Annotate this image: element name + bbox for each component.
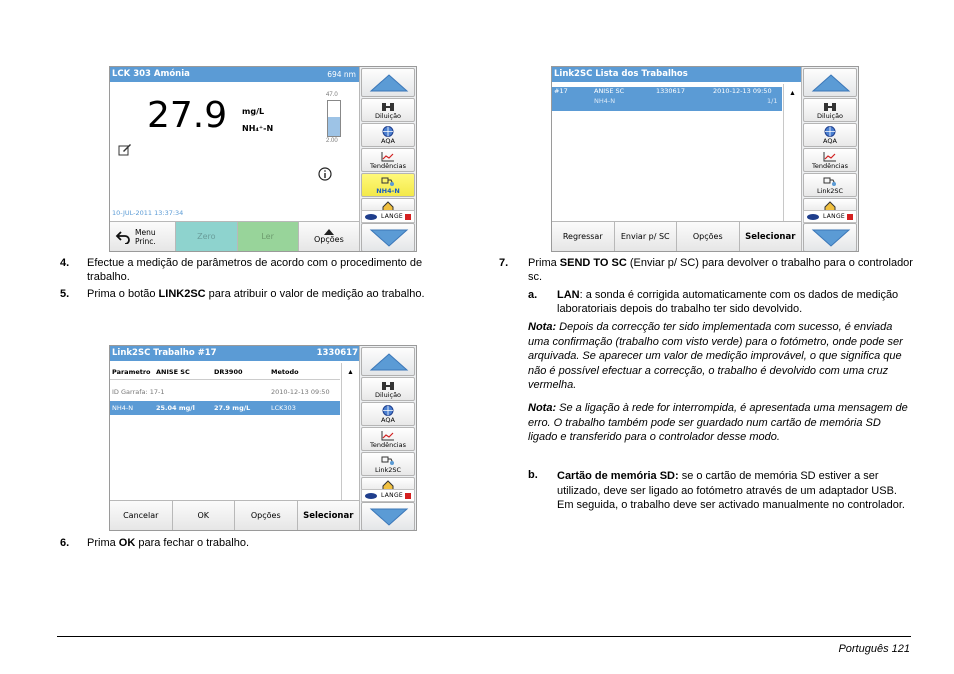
- cancel-button[interactable]: Cancelar: [110, 501, 173, 530]
- options-button[interactable]: Opções: [677, 222, 740, 251]
- main-menu-button[interactable]: [110, 222, 176, 251]
- job-date: 2010-12-13 09:50: [713, 87, 772, 95]
- lange-text: LANGE: [381, 492, 404, 499]
- gauge-fill: [328, 117, 340, 136]
- substep-a-c: : a sonda é corrigida automaticamente com os dados de medição laboratoriais depois do trabalho ter sido devolvido.: [557, 289, 899, 315]
- note-1: [528, 320, 913, 393]
- down-arrow-icon: [811, 227, 851, 249]
- trends-label: Tendências: [812, 162, 848, 170]
- back-button[interactable]: Regressar: [552, 222, 615, 251]
- side-panel: [359, 346, 416, 530]
- aqa-button[interactable]: [361, 123, 415, 147]
- menu-label-2: Princ.: [135, 236, 156, 246]
- job-count: 1/1: [767, 97, 778, 105]
- col-anise: ANISE SC: [156, 368, 190, 376]
- dilution-icon: [823, 101, 837, 112]
- aqa-label: AQA: [381, 137, 395, 145]
- table-row[interactable]: [110, 385, 340, 399]
- row-anise: 25.04 mg/l: [156, 404, 195, 412]
- bottle-id: ID Garrafa: 17-1: [112, 388, 165, 396]
- step-4-number: 4.: [60, 257, 70, 269]
- substep-b-c: se o cartão de memória SD estiver a ser utilizado, deve ser ligado ao fotómetro através de um adaptador USB.: [557, 470, 897, 497]
- link2sc-label: Link2SC: [374, 466, 402, 474]
- job-param: NH4-N: [594, 97, 616, 105]
- trends-button[interactable]: [361, 148, 415, 172]
- lange-text: LANGE: [823, 213, 846, 220]
- scroll-down-button[interactable]: [361, 223, 415, 252]
- row-param: NH4-N: [112, 404, 134, 412]
- aqa-button[interactable]: [803, 123, 857, 147]
- job-id: 1330617: [656, 87, 685, 95]
- step-6-number: 6.: [60, 537, 70, 549]
- link2sc-button[interactable]: [803, 173, 857, 197]
- aqa-globe-icon: [381, 126, 395, 137]
- trend-chart-icon: [381, 151, 395, 162]
- substep-b-text: [557, 469, 912, 513]
- down-arrow-icon: [369, 506, 409, 528]
- dilution-icon: [381, 380, 395, 391]
- table-row-selected[interactable]: [110, 401, 340, 415]
- aqa-globe-icon: [823, 126, 837, 137]
- col-parametro: Parametro: [112, 368, 151, 376]
- info-icon[interactable]: [318, 167, 332, 186]
- screen-title: [110, 346, 360, 361]
- bottom-toolbar: [552, 221, 802, 251]
- select-button[interactable]: Selecionar: [740, 222, 803, 251]
- side-panel: [359, 67, 416, 251]
- step-7-c: (Enviar p/ SC) para devolver o trabalho para o controlador sc.: [528, 257, 913, 283]
- footer-rule: [57, 636, 911, 637]
- job-sensor: ANISE SC: [594, 87, 625, 95]
- step-5-text: [87, 288, 457, 302]
- step-6-a: Prima: [87, 537, 119, 549]
- job-id: 1330617: [316, 348, 358, 358]
- row-method: LCK303: [271, 404, 296, 412]
- page-number: Português 121: [838, 643, 910, 655]
- scroll-up-button[interactable]: [361, 347, 415, 376]
- screen-job: [109, 345, 417, 531]
- trends-label: Tendências: [370, 441, 406, 449]
- aqa-label: AQA: [823, 137, 837, 145]
- col-metodo: Metodo: [271, 368, 299, 376]
- step-5-c: para atribuir o valor de medição ao trabalho.: [205, 288, 425, 300]
- reading-unit: mg/L: [242, 107, 265, 116]
- row-dr3900: 27.9 mg/L: [214, 404, 251, 412]
- bottom-toolbar: [110, 221, 360, 251]
- note-1-label: Nota:: [528, 321, 557, 333]
- substep-b-b: Cartão de memória SD:: [557, 470, 679, 482]
- col-dr3900: DR3900: [214, 368, 243, 376]
- screen-measurement: [109, 66, 417, 252]
- note-2-label: Nota:: [528, 402, 557, 414]
- dilution-button[interactable]: [361, 98, 415, 122]
- scroll-up-caret[interactable]: ▲: [789, 90, 796, 97]
- screen-job-list: [551, 66, 859, 252]
- gauge: [327, 100, 341, 137]
- step-7-text: [528, 257, 913, 284]
- step-6-text: [87, 537, 467, 551]
- trend-chart-icon: [823, 151, 837, 162]
- substep-a-b: LAN: [557, 289, 580, 301]
- scroll-up-caret[interactable]: ▲: [347, 369, 354, 376]
- options-button[interactable]: [299, 222, 360, 251]
- step-7-number: 7.: [499, 257, 509, 269]
- ok-button[interactable]: OK: [173, 501, 236, 530]
- nh4n-button[interactable]: [361, 173, 415, 197]
- screen-title: [110, 67, 360, 82]
- scroll-down-button[interactable]: [361, 502, 415, 531]
- datetime: 10-JUL-2011 13:37:34: [112, 209, 184, 217]
- zero-button[interactable]: Zero: [176, 222, 237, 251]
- hach-lange-logo: [803, 210, 857, 223]
- dilution-label: Diluição: [374, 112, 402, 120]
- options-button[interactable]: Opções: [235, 501, 298, 530]
- step-6-c: para fechar o trabalho.: [135, 537, 250, 549]
- trends-button[interactable]: [361, 427, 415, 451]
- substep-b-letter: b.: [528, 469, 538, 481]
- note-1-text: Depois da correcção ter sido implementada com sucesso, é enviada uma confirmação (trabalho com visto verde) para o fotómetro, onde pode ser arquivada. Se aparecer um valor de medição improvável, o que significa que não é possível efectuar a correcção, o trabalho é devolvido com uma cruz vermelha.: [528, 321, 903, 391]
- trends-button[interactable]: [803, 148, 857, 172]
- step-5-b: LINK2SC: [158, 288, 206, 300]
- substep-a-text: [557, 289, 912, 316]
- reading-species: NH₄⁺-N: [242, 124, 274, 133]
- wavelength: 694 nm: [327, 70, 356, 79]
- up-arrow-icon: [369, 72, 409, 94]
- bottom-toolbar: [110, 500, 360, 530]
- dilution-button[interactable]: [803, 98, 857, 122]
- dilution-label: Diluição: [816, 112, 844, 120]
- gauge-max: 47.0: [326, 92, 338, 98]
- link-icon: [381, 176, 395, 187]
- step-5-number: 5.: [60, 288, 70, 300]
- job-number: #17: [554, 87, 568, 95]
- step-4-text: Efectue a medição de parâmetros de acordo com o procedimento de trabalho.: [87, 257, 423, 283]
- scroll-up-button[interactable]: [803, 68, 857, 97]
- aqa-globe-icon: [381, 405, 395, 416]
- link2sc-button[interactable]: [361, 452, 415, 476]
- scroll-up-button[interactable]: [361, 68, 415, 97]
- list-title: Link2SC Lista dos Trabalhos: [554, 69, 688, 79]
- scrollbar[interactable]: [341, 363, 359, 500]
- scroll-down-button[interactable]: [803, 223, 857, 252]
- step-7-a: Prima: [528, 257, 560, 269]
- table-header: [110, 365, 340, 380]
- trends-label: Tendências: [370, 162, 406, 170]
- substep-b-d: Em seguida, o trabalho deve ser activado manualmente no controlador.: [557, 499, 905, 511]
- aqa-button[interactable]: [361, 402, 415, 426]
- step-7-b: SEND TO SC: [559, 257, 627, 269]
- step-6-b: OK: [118, 537, 136, 549]
- note-2: [528, 401, 913, 445]
- lange-text: LANGE: [381, 213, 404, 220]
- options-label: Opções: [313, 235, 344, 244]
- read-button[interactable]: Ler: [238, 222, 299, 251]
- dilution-label: Diluição: [374, 391, 402, 399]
- side-panel: [801, 67, 858, 251]
- up-arrow-icon: [811, 72, 851, 94]
- scrollbar[interactable]: [783, 84, 801, 221]
- link2sc-label: Link2SC: [816, 187, 844, 195]
- job-list-item[interactable]: [552, 87, 782, 111]
- note-2-text: Se a ligação à rede for interrompida, é apresentada uma mensagem de erro. O trabalho também pode ser guardado num cartão de memória SD ligado e transferido para o controlador desse modo.: [528, 402, 908, 443]
- link-icon: [823, 176, 837, 187]
- trend-chart-icon: [381, 430, 395, 441]
- reading-value: 27.9: [147, 95, 228, 136]
- row-date: 2010-12-13 09:50: [271, 388, 330, 396]
- substep-a-letter: a.: [528, 289, 538, 301]
- nh4n-label: NH4-N: [376, 187, 400, 195]
- job-title: Link2SC Trabalho #17: [112, 348, 217, 358]
- dilution-button[interactable]: [361, 377, 415, 401]
- back-arrow-icon: [115, 230, 131, 244]
- select-button[interactable]: Selecionar: [298, 501, 361, 530]
- menu-label-1: Menu: [135, 227, 156, 237]
- method-title: LCK 303 Amónia: [112, 69, 190, 79]
- gauge-min: 2.00: [326, 138, 338, 144]
- up-arrow-icon: [369, 351, 409, 373]
- edit-note-icon[interactable]: [118, 143, 132, 161]
- screen-title: [552, 67, 802, 82]
- dilution-icon: [381, 101, 395, 112]
- aqa-label: AQA: [381, 416, 395, 424]
- link-icon: [381, 455, 395, 466]
- send-to-sc-button[interactable]: Enviar p/ SC: [615, 222, 678, 251]
- down-arrow-icon: [369, 227, 409, 249]
- hach-lange-logo: [361, 210, 415, 223]
- hach-lange-logo: [361, 489, 415, 502]
- step-5-a: Prima o botão: [87, 288, 159, 300]
